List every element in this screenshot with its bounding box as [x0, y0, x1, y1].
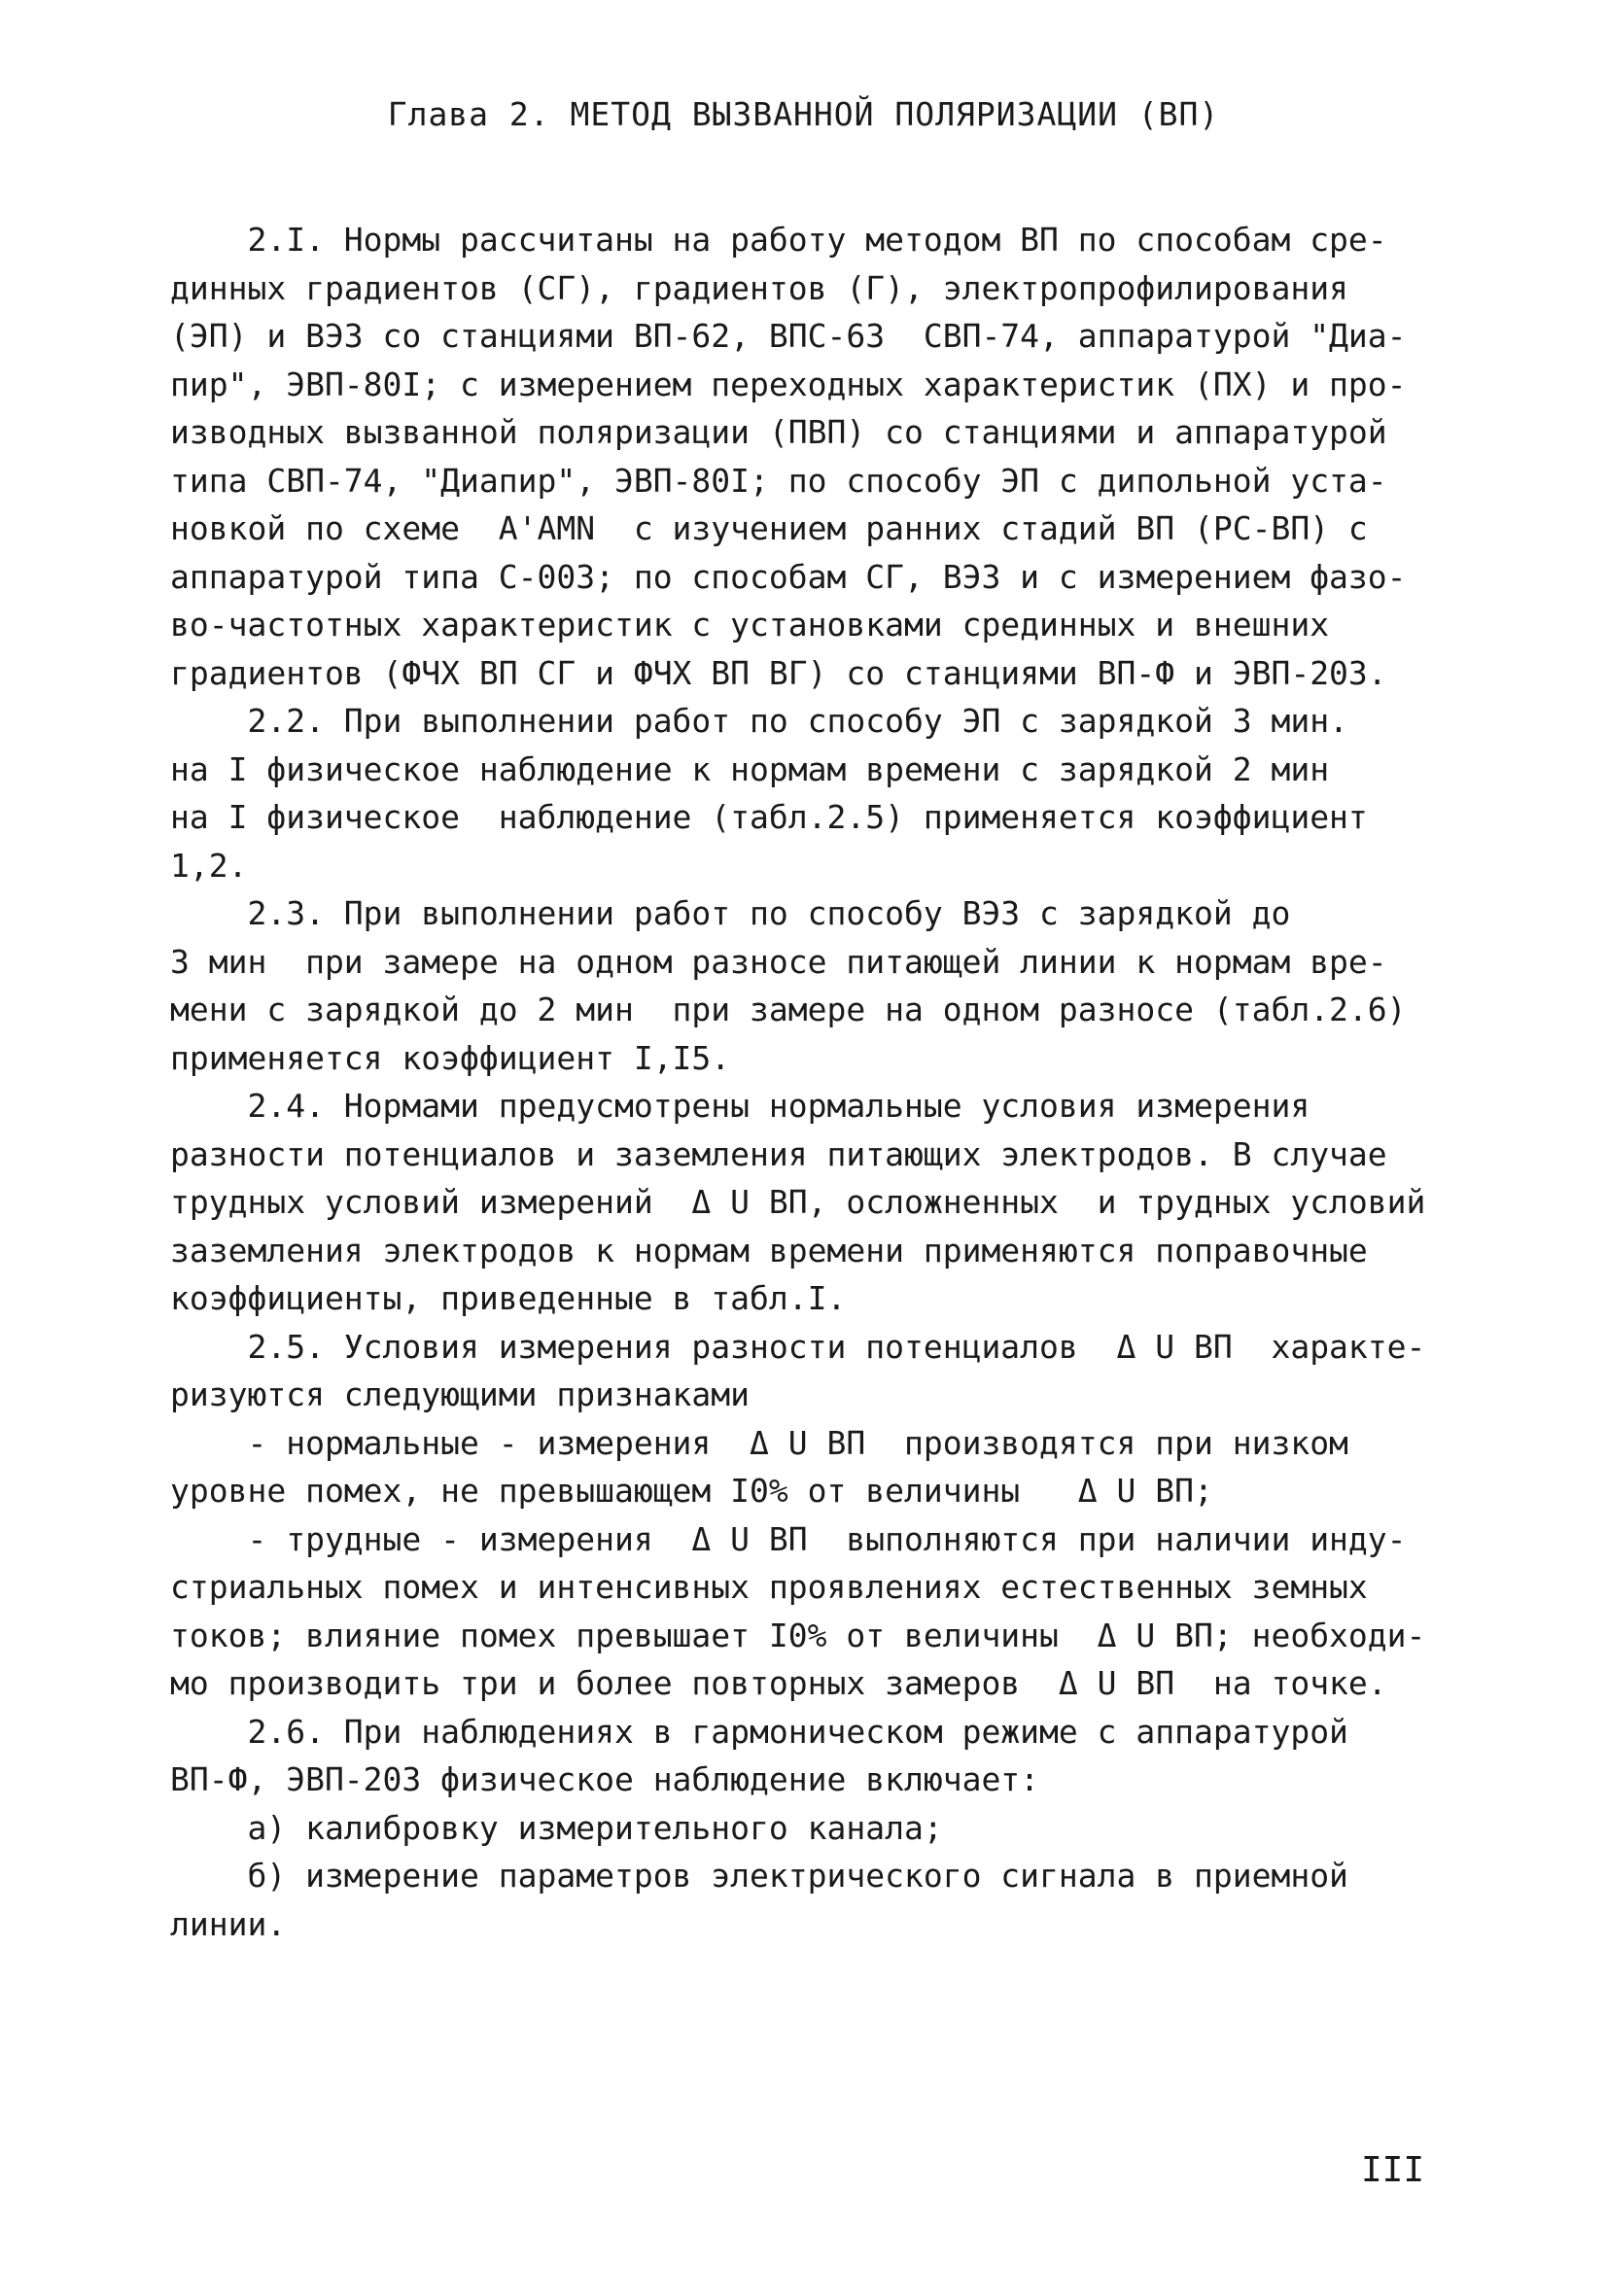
text-line: 2.4. Нормами предусмотрены нормальные условия измерения: [170, 1087, 1310, 1125]
text-line: стриальных помех и интенсивных проявлениях естественных земных: [170, 1568, 1368, 1606]
text-line: мени с зарядкой до 2 мин при замере на одном разносе (табл.2.6): [170, 991, 1407, 1028]
text-line: изводных вызванной поляризации (ПВП) со станциями и аппаратурой: [170, 413, 1387, 451]
text-line: уровне помех, не превышающем I0% от величины Δ U ВП;: [170, 1472, 1213, 1510]
text-line: ВП-Ф, ЭВП-203 физическое наблюдение включает:: [170, 1760, 1040, 1798]
text-line: заземления электродов к нормам времени применяются поправочные: [170, 1231, 1368, 1270]
text-line: 1,2.: [170, 846, 248, 885]
text-line: 2.5. Условия измерения разности потенциалов Δ U ВП характе-: [170, 1327, 1426, 1366]
text-line: аппаратурой типа С-003; по способам СГ, ВЭЗ и с измерением фазо-: [170, 557, 1407, 596]
text-line: ризуются следующими признаками: [170, 1375, 751, 1413]
text-line: на I физическое наблюдение к нормам времени с зарядкой 2 мин: [170, 749, 1330, 788]
text-line: трудных условий измерений Δ U ВП, осложненных и трудных условий: [170, 1183, 1426, 1221]
text-line: 2.3. При выполнении работ по способу ВЭЗ с зарядкой до: [170, 894, 1291, 932]
text-line: во-частотных характеристик с установками срединных и внешних: [170, 606, 1330, 644]
text-line: а) калибровку измерительного канала;: [170, 1808, 943, 1847]
text-line: новкой по схеме A'AMN с изучением ранних стадий ВП (РС-ВП) с: [170, 509, 1368, 547]
text-line: 2.I. Нормы рассчитаны на работу методом ВП по способам сре-: [170, 221, 1387, 259]
text-line: типа СВП-74, "Диапир", ЭВП-80I; по способу ЭП с дипольной уста-: [170, 461, 1387, 500]
text-line: коэффициенты, приведенные в табл.I.: [170, 1279, 847, 1317]
text-line: градиентов (ФЧХ ВП СГ и ФЧХ ВП ВГ) со станциями ВП-Ф и ЭВП-203.: [170, 653, 1387, 692]
text-line: 3 мин при замере на одном разносе питающей линии к нормам вре-: [170, 942, 1387, 981]
text-line: пир", ЭВП-80I; с измерением переходных характеристик (ПХ) и про-: [170, 365, 1407, 403]
text-line: динных градиентов (СГ), градиентов (Г), электропрофилирования: [170, 268, 1348, 307]
text-line: б) измерение параметров электрического сигнала в приемной: [170, 1857, 1348, 1895]
text-line: 2.6. При наблюдениях в гармоническом режиме с аппаратурой: [170, 1712, 1348, 1751]
text-line: на I физическое наблюдение (табл.2.5) применяется коэффициент: [170, 798, 1368, 836]
text-line: (ЭП) и ВЭЗ со станциями ВП-62, ВПС-63 СВП-74, аппаратурой "Диа-: [170, 317, 1407, 355]
page-number: III: [1361, 2150, 1425, 2190]
text-line: разности потенциалов и заземления питающих электродов. В случае: [170, 1134, 1387, 1173]
text-line: токов; влияние помех превышает I0% от величины Δ U ВП; необходи-: [170, 1616, 1426, 1654]
text-line: линии.: [170, 1904, 287, 1943]
text-line: применяется коэффициент I,I5.: [170, 1038, 731, 1077]
text-line: - нормальные - измерения Δ U ВП производятся при низком: [170, 1423, 1348, 1462]
text-line: 2.2. При выполнении работ по способу ЭП с зарядкой 3 мин.: [170, 702, 1348, 740]
chapter-title: Глава 2. МЕТОД ВЫЗВАННОЙ ПОЛЯРИЗАЦИИ (ВП): [387, 95, 1220, 133]
text-line: - трудные - измерения Δ U ВП выполняются при наличии инду-: [170, 1519, 1407, 1558]
body-text: [170, 216, 1444, 1948]
text-line: мо производить три и более повторных замеров Δ U ВП на точке.: [170, 1664, 1387, 1702]
